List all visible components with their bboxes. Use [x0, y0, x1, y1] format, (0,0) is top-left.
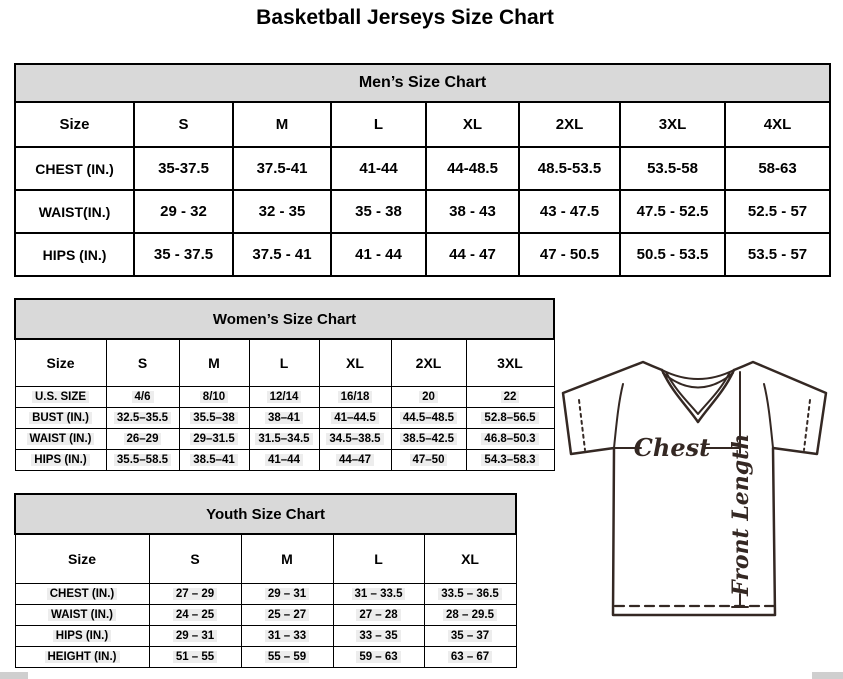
column-header: XL	[424, 534, 516, 583]
table-cell: 8/10	[179, 386, 249, 407]
table-cell: 24 – 25	[149, 604, 241, 625]
table-row	[15, 407, 554, 428]
table-cell: 34.5–38.5	[319, 428, 391, 449]
table-cell: 22	[466, 386, 554, 407]
table-cell: 31 – 33	[241, 625, 333, 646]
left-armhole-seam	[614, 384, 623, 448]
row-header: CHEST (IN.)	[15, 147, 134, 190]
table-cell: 35.5–38	[179, 407, 249, 428]
column-header: M	[241, 534, 333, 583]
table-row	[15, 147, 830, 190]
womens-size-chart-table	[14, 298, 555, 471]
table-cell: 52.8–56.5	[466, 407, 554, 428]
table-row	[15, 625, 516, 646]
row-header: BUST (IN.)	[15, 407, 106, 428]
table-cell: 29 – 31	[241, 583, 333, 604]
mens-column-header-row	[15, 102, 830, 147]
table-cell: 47.5 - 52.5	[620, 190, 725, 233]
table-cell: 35.5–58.5	[106, 449, 179, 470]
table-cell: 38.5–42.5	[391, 428, 466, 449]
table-cell: 35-37.5	[134, 147, 233, 190]
row-header: WAIST (IN.)	[15, 428, 106, 449]
row-header: HIPS (IN.)	[15, 449, 106, 470]
mens-table-body	[15, 147, 830, 276]
table-cell: 47 - 50.5	[519, 233, 620, 276]
mens-table-title: Men’s Size Chart	[15, 64, 830, 102]
womens-table-body	[15, 386, 554, 470]
table-cell: 32.5–35.5	[106, 407, 179, 428]
youth-size-chart-table	[14, 493, 517, 668]
column-header: 4XL	[725, 102, 830, 147]
table-cell: 33 – 35	[333, 625, 424, 646]
collar-back-arc	[662, 370, 734, 379]
table-row	[15, 646, 516, 667]
table-cell: 43 - 47.5	[519, 190, 620, 233]
table-cell: 28 – 29.5	[424, 604, 516, 625]
table-cell: 31.5–34.5	[249, 428, 319, 449]
column-header: S	[134, 102, 233, 147]
table-cell: 54.3–58.3	[466, 449, 554, 470]
table-cell: 63 – 67	[424, 646, 516, 667]
jersey-measurement-diagram	[557, 356, 839, 628]
table-cell: 41–44.5	[319, 407, 391, 428]
row-header: CHEST (IN.)	[15, 583, 149, 604]
table-cell: 53.5-58	[620, 147, 725, 190]
table-cell: 58-63	[725, 147, 830, 190]
table-cell: 59 – 63	[333, 646, 424, 667]
scroll-right-button[interactable]	[812, 672, 843, 679]
table-cell: 48.5-53.5	[519, 147, 620, 190]
youth-table-body	[15, 583, 516, 667]
column-header: M	[179, 339, 249, 386]
table-cell: 26–29	[106, 428, 179, 449]
table-cell: 27 – 28	[333, 604, 424, 625]
left-cuff-dashed-line	[579, 400, 585, 450]
table-cell: 38.5–41	[179, 449, 249, 470]
front-length-label: Front Length	[728, 433, 754, 596]
youth-table-title: Youth Size Chart	[15, 494, 516, 534]
column-header: 2XL	[519, 102, 620, 147]
row-header: WAIST (IN.)	[15, 604, 149, 625]
table-cell: 44.5–48.5	[391, 407, 466, 428]
table-cell: 4/6	[106, 386, 179, 407]
table-row	[15, 233, 830, 276]
womens-column-header-row	[15, 339, 554, 386]
column-header: 2XL	[391, 339, 466, 386]
right-cuff-dashed-line	[804, 400, 810, 450]
table-row	[15, 190, 830, 233]
column-header: S	[149, 534, 241, 583]
table-cell: 50.5 - 53.5	[620, 233, 725, 276]
column-header: L	[331, 102, 426, 147]
table-cell: 37.5 - 41	[233, 233, 331, 276]
column-header: 3XL	[466, 339, 554, 386]
table-cell: 12/14	[249, 386, 319, 407]
table-cell: 41–44	[249, 449, 319, 470]
table-cell: 27 – 29	[149, 583, 241, 604]
table-cell: 35 – 37	[424, 625, 516, 646]
table-cell: 38 - 43	[426, 190, 519, 233]
table-cell: 38–41	[249, 407, 319, 428]
table-cell: 41-44	[331, 147, 426, 190]
column-header: Size	[15, 534, 149, 583]
table-cell: 25 – 27	[241, 604, 333, 625]
column-header: Size	[15, 102, 134, 147]
table-cell: 35 - 38	[331, 190, 426, 233]
column-header: S	[106, 339, 179, 386]
right-armhole-seam	[764, 384, 773, 448]
table-cell: 46.8–50.3	[466, 428, 554, 449]
table-row	[15, 428, 554, 449]
column-header: XL	[319, 339, 391, 386]
table-cell: 53.5 - 57	[725, 233, 830, 276]
row-header: HIPS (IN.)	[15, 233, 134, 276]
row-header: U.S. SIZE	[15, 386, 106, 407]
table-cell: 32 - 35	[233, 190, 331, 233]
table-row	[15, 583, 516, 604]
youth-column-header-row	[15, 534, 516, 583]
mens-size-chart-table	[14, 63, 831, 277]
table-cell: 41 - 44	[331, 233, 426, 276]
table-cell: 29 - 32	[134, 190, 233, 233]
table-cell: 44-48.5	[426, 147, 519, 190]
table-cell: 29 – 31	[149, 625, 241, 646]
table-row	[15, 604, 516, 625]
scroll-left-button[interactable]	[0, 672, 28, 679]
table-row	[15, 449, 554, 470]
table-cell: 55 – 59	[241, 646, 333, 667]
table-row	[15, 386, 554, 407]
womens-table-title: Women’s Size Chart	[15, 299, 554, 339]
table-cell: 44–47	[319, 449, 391, 470]
horizontal-scrollbar[interactable]	[0, 672, 843, 679]
table-cell: 52.5 - 57	[725, 190, 830, 233]
column-header: 3XL	[620, 102, 725, 147]
table-cell: 35 - 37.5	[134, 233, 233, 276]
table-cell: 37.5-41	[233, 147, 331, 190]
page-title: Basketball Jerseys Size Chart	[256, 6, 554, 29]
table-cell: 29–31.5	[179, 428, 249, 449]
row-header: HIPS (IN.)	[15, 625, 149, 646]
row-header: WAIST(IN.)	[15, 190, 134, 233]
row-header: HEIGHT (IN.)	[15, 646, 149, 667]
column-header: Size	[15, 339, 106, 386]
table-cell: 47–50	[391, 449, 466, 470]
column-header: L	[249, 339, 319, 386]
column-header: M	[233, 102, 331, 147]
table-cell: 33.5 – 36.5	[424, 583, 516, 604]
table-cell: 31 – 33.5	[333, 583, 424, 604]
column-header: XL	[426, 102, 519, 147]
table-cell: 16/18	[319, 386, 391, 407]
chest-label: Chest	[633, 433, 711, 462]
table-cell: 51 – 55	[149, 646, 241, 667]
column-header: L	[333, 534, 424, 583]
jersey-outline-shape	[563, 362, 826, 615]
table-cell: 20	[391, 386, 466, 407]
table-cell: 44 - 47	[426, 233, 519, 276]
